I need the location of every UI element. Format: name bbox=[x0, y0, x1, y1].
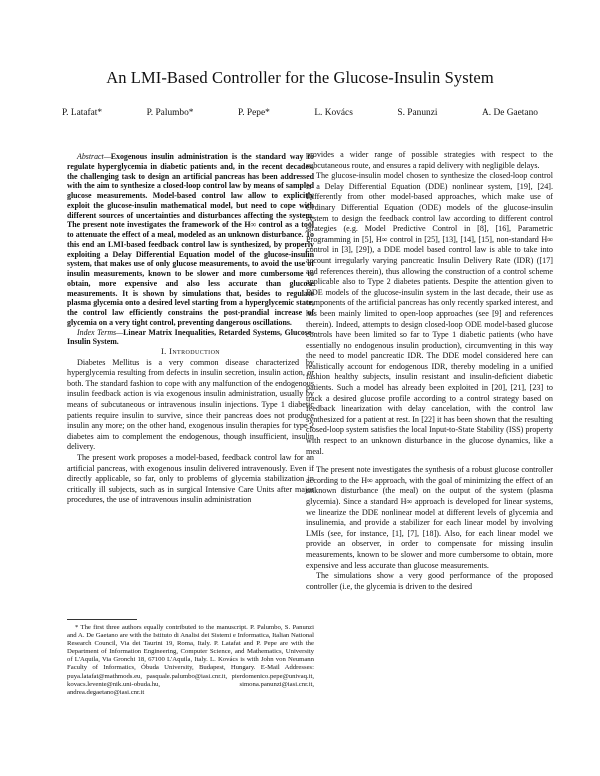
author-name: P. Palumbo* bbox=[146, 108, 194, 118]
paper-title: An LMI-Based Controller for the Glucose-Insulin System bbox=[106, 68, 494, 87]
abstract-text: Exogenous insulin administration is the standard way to regulate hyperglycemia in diabetic patients and, in the recent decades, the challenging task to design an artificial pancreas has been addressed with the aim to synthesize a closed-loop control law by means of sampled glucose measurements. Model-based control law allow to explicitly exploit the glucose-insulin mathematical model, but need to cope with different sources of uncertainties and disturbances affecting the system. The present note investigates the framework of the H∞ control as a tool to attenuate the effect of a meal, modeled as an unknown disturbance. To this end an LMI-based feedback control law is synthesized, by properly exploiting a Delay Differential Equation model of the glucose-insulin system, that makes use of only glucose measurements, to avoid the use of insulin measurements, known to be slower and more cumbersome to obtain, more expensive and also less accurate than glucose measurements. It is shown by simulations that, besides to regulate plasma glycemia onto a desired level starting from a hyperglycemic state, the control law efficiently constrains the post-prandial increase of glycemia on a very tight control, preventing dangerous oscillations. bbox=[67, 152, 314, 327]
right-paragraph-4: The simulations show a very good performance of the proposed controller (i.e, the glycemia is driven to the desired bbox=[306, 571, 553, 591]
paragraph-gap bbox=[306, 457, 553, 465]
author-list bbox=[62, 108, 538, 118]
footnote-rule bbox=[67, 619, 137, 620]
right-column bbox=[306, 150, 553, 592]
right-paragraph-3: The present note investigates the synthesis of a robust glucose controller according to the H∞ approach, with the goal of minimizing the effect of an unknown disturbance (the meal) on the output of the system (plasma glycemia). Since a standard H∞ approach is developed for linear systems, we linearize the DDE nonlinear model at different levels of glycemia and insulinemia, and provide a stabilizer for each linear model by involving LMIs (see, for instance, [1], [7], [18]). Also, for each linear model we provide an observer, in order to compensate for missing insulin measurements, known to be slower and more cumbersome to obtain, more expensive and less accurate than glucose measurements. bbox=[306, 465, 553, 570]
author-name: S. Panunzi bbox=[397, 108, 438, 118]
index-terms-label: Index Terms— bbox=[77, 327, 124, 337]
footnote bbox=[67, 619, 314, 697]
author-name: L. Kovács bbox=[314, 108, 353, 118]
section-number: I. bbox=[160, 347, 170, 356]
left-column bbox=[67, 152, 314, 506]
right-paragraph-2: The glucose-insulin model chosen to synthesize the closed-loop control is a Delay Differential Equation (DDE) nonlinear system, [19], [24]. Differently from other model-based approaches, which make use of Ordinary Differential Equation (ODE) models of the glucose-insulin system to design the feedback control law according to different control strategies (e.g. Model Predictive Control in [8], [16], Parametric Programming in [5], H∞ control in [25], [13], [14], [15], non-standard H∞ control in [3], [29]), a DDE model based control law is able to take into account irregularly varying pancreatic Insulin Delivery Rate (IDR) ([17] and references therein), thus allowing the construction of a control scheme applicable also to Type 2 diabetes patients. Despite the attention given to DDE models of the glucose-insulin system in the last decade, their use as components of the artificial pancreas has only recently sparked interest, and has been mainly limited to open-loop approaches (see [9] and references therein). Indeed, attempts to design closed-loop ODE model-based glucose controls have been limited so far to Type 1 diabetic patients (who have essentially no endogenous insulin production), circumventing in this way the need to model pancreatic IDR. The DDE model considered here can realistically account for endogenous IDR, thereby modeling in a unified fashion healthy subjects, insulin resistant and insulin-deficient diabetic patients. Such a model has already been exploited in [20], [21], [23] to track a desired glucose profile according to a control strategy based on feedback linearization with delay cancelation, with the control law synthesized for a patient at rest. In [22] it has been shown that the resulting closed-loop system satisfies the local Input-to-State Stability (ISS) property with respect to an unknown disturbance in the glucose dynamics, like a meal. bbox=[306, 171, 553, 456]
author-name: P. Pepe* bbox=[238, 108, 270, 118]
index-terms-text: Linear Matrix Inequalities, Retarded Systems, Glucose-Insulin System. bbox=[67, 327, 314, 347]
intro-paragraph-2: The present work proposes a model-based, feedback control law for an artificial pancreas, with exogenous insulin delivered intravenously. Even if directly applicable, so far, only to problems of glycemia stabilization in critically ill subjects, such as in surgical Intensive Care Units after major procedures, the use of intravenous insulin administration bbox=[67, 452, 314, 505]
index-terms bbox=[67, 328, 314, 348]
intro-paragraph-1: Diabetes Mellitus is a very common disease characterized by hyperglycemia resulting from defects in insulin secretion, insulin action, or both. The standard fashion to cope with any malfunction of the endogenous insulin feedback action is via exogenous insulin administration, usually by means of subcutaneous or intravenous insulin injections. Type 1 diabetic patients require insulin to survive, since their pancreas does not produce insulin any more; on the other hand, exogenous insulin therapies for type 2 diabetes aim to complement the endogenous, though insufficient, insulin delivery. bbox=[67, 357, 314, 452]
abstract-label: Abstract— bbox=[77, 152, 111, 161]
section-heading bbox=[67, 347, 314, 358]
abstract bbox=[67, 152, 314, 328]
author-name: P. Latafat* bbox=[62, 108, 103, 118]
footnote-text: * The first three authors equally contributed to the manuscript. P. Palumbo, S. Panunzi and A. De Gaetano are with the Istituto di Analisi dei Sistemi e Informatica, Italian National Research Council, Via dei Taurini 19, Roma, Italy. P. Latafat and P. Pepe are with the Department of Information Engineering, Computer Science, and Mathematics, University of L'Aquila, Via Gronchi 18, 67100 L'Aquila, Italy. L. Kovács is with John von Neumann Faculty of Informatics, Óbuda University, Budapest, Hungary. E-Mail Addresses: puya.latafat@mathmods.eu, pasquale.palumbo@iasi.cnr.it, pierdomenico.pepe@univaq.it, kovacs.levente@nik.uni-obuda.hu, simona.panunzi@iasi.cnr.it, andrea.degaetano@iasi.cnr.it bbox=[67, 624, 314, 696]
section-title: Introduction bbox=[169, 347, 221, 356]
author-name: A. De Gaetano bbox=[481, 108, 538, 118]
right-paragraph-1: provides a wider range of possible strategies with respect to the subcutaneous route, and ensures a rapid delivery with negligible delays. bbox=[306, 150, 553, 170]
